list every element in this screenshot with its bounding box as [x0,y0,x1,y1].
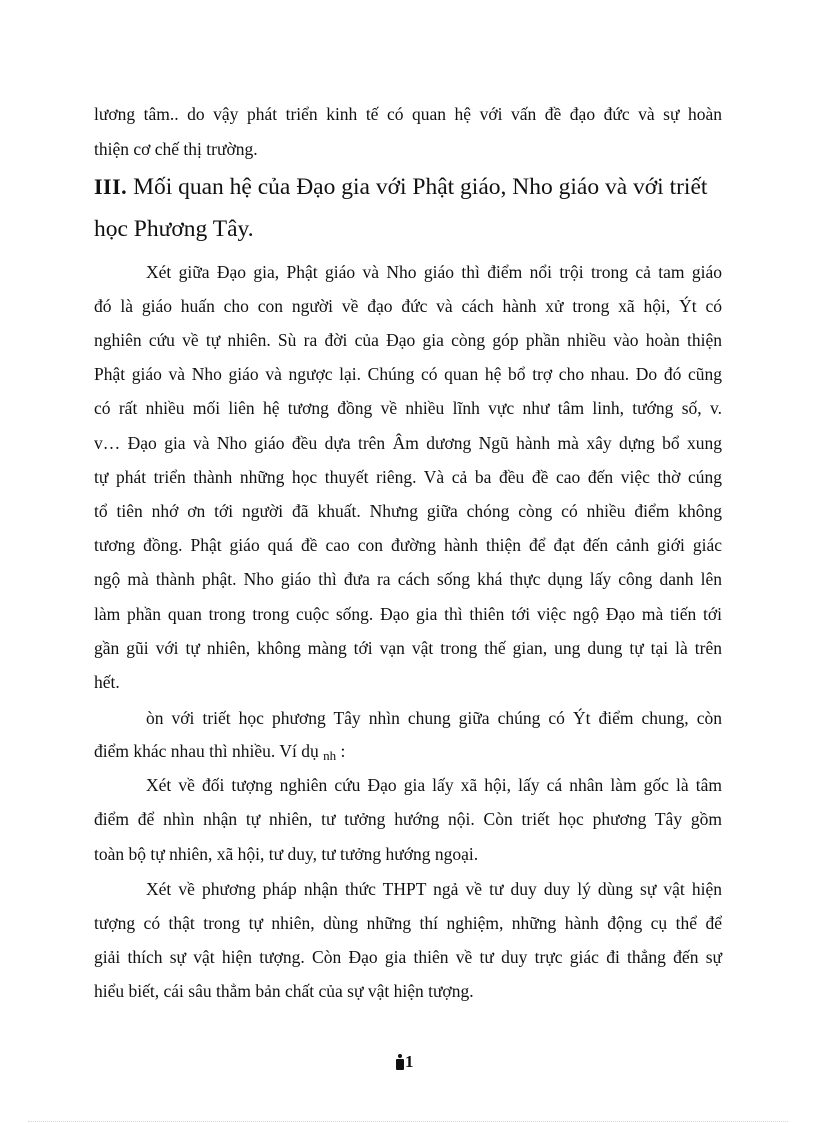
body-text-line: v… Đạo gia và Nho giáo đều dựa trên Âm dương Ngũ hành mà xây dựng bổ xung [94,433,722,453]
body-text-line: hết. [94,672,120,692]
body-text-line: tương đồng. Phật giáo quá đề cao con đường hành thiện để đạt đến cảnh giới giác [94,535,722,555]
body-text-line: hiểu biết, cái sâu thẳm bản chất của sự vật hiện tượng. [94,981,474,1001]
body-text-line: Xét về đối tượng nghiên cứu Đạo gia lấy xã hội, lấy cá nhân làm gốc là tâm [146,775,722,795]
body-text-line: thiện cơ chế thị trường. [94,139,258,159]
section-heading [94,172,722,202]
body-text-span: điểm khác nhau thì nhiều. Ví dụ [94,741,319,761]
body-text-line: đó là giáo huấn cho con người về đạo đức và cách hành xử trong xã hội, Ýt có [94,296,722,316]
body-text-line: giải thích sự vật hiện tượng. Còn Đạo gia thiên về tư duy trực giác đi thẳng đến sự [94,947,722,967]
section-heading-text: Mối quan hệ của Đạo gia với Phật giáo, Nho giáo và với triết [133,174,708,200]
body-text-line: Xét giữa Đạo gia, Phật giáo và Nho giáo thì điểm nổi trội trong cả tam giáo [146,262,722,282]
page-number-value: 1 [405,1052,414,1071]
body-text-line: gần gũi với tự nhiên, không màng tới vạn vật trong thế gian, ung dung tự tại là trên [94,638,722,658]
body-text-line: điểm để nhìn nhận tự nhiên, tư tưởng hướng nội. Còn triết học phương Tây gồm [94,809,722,829]
body-text-line: ngộ mà thành phật. Nho giáo thì đưa ra cách sống khá thực dụng lấy công danh lên [94,569,722,589]
body-text-line: tổ tiên nhớ ơn tới người đã khuất. Nhưng giữa chóng còng có nhiều điểm không [94,501,722,521]
body-text-line: lương tâm.. do vậy phát triển kinh tế có quan hệ với vấn đề đạo đức và sự hoàn [94,104,722,124]
body-text-line: toàn bộ tự nhiên, xã hội, tư duy, tư tưởng hướng ngoại. [94,844,479,864]
body-text-line: có rất nhiều mối liên hệ tương đồng về nhiều lĩnh vực như tâm linh, tướng số, v. [94,398,722,418]
section-heading-number: III. [94,174,128,199]
body-text-line: Xét về phương pháp nhận thức THPT ngả về tư duy duy lý dùng sự vật hiện [146,879,722,899]
body-text-span: : [340,741,346,761]
body-text-line: nghiên cứu về tự nhiên. Sù ra đời của Đạo gia còng góp phần nhiều vào hoàn thiện [94,330,722,350]
body-text-line: tự phát triển thành những học thuyết riêng. Và cả ba đều đề cao đến việc thờ cúng [94,467,722,487]
section-heading-continued: học Phương Tây. [94,216,254,242]
body-text-line: làm phần quan trong trong cuộc sống. Đạo gia thì thiên tới việc ngộ Đạo mà tiến tới [94,604,722,624]
body-text-line: òn với triết học phương Tây nhìn chung giữa chúng có Ýt điểm chung, còn [146,708,722,728]
body-text-small: nh [323,748,337,763]
person-icon [396,1054,404,1070]
body-text-line [94,739,722,765]
bottom-dotted-rule [28,1121,788,1122]
body-text-line: tượng có thật trong tự nhiên, dùng những thí nghiệm, những hành động cụ thể để [94,913,722,933]
body-text-line: Phật giáo và Nho giáo và ngược lại. Chúng có quan hệ bổ trợ cho nhau. Do đó cũng [94,364,722,384]
page-number [396,1050,414,1074]
